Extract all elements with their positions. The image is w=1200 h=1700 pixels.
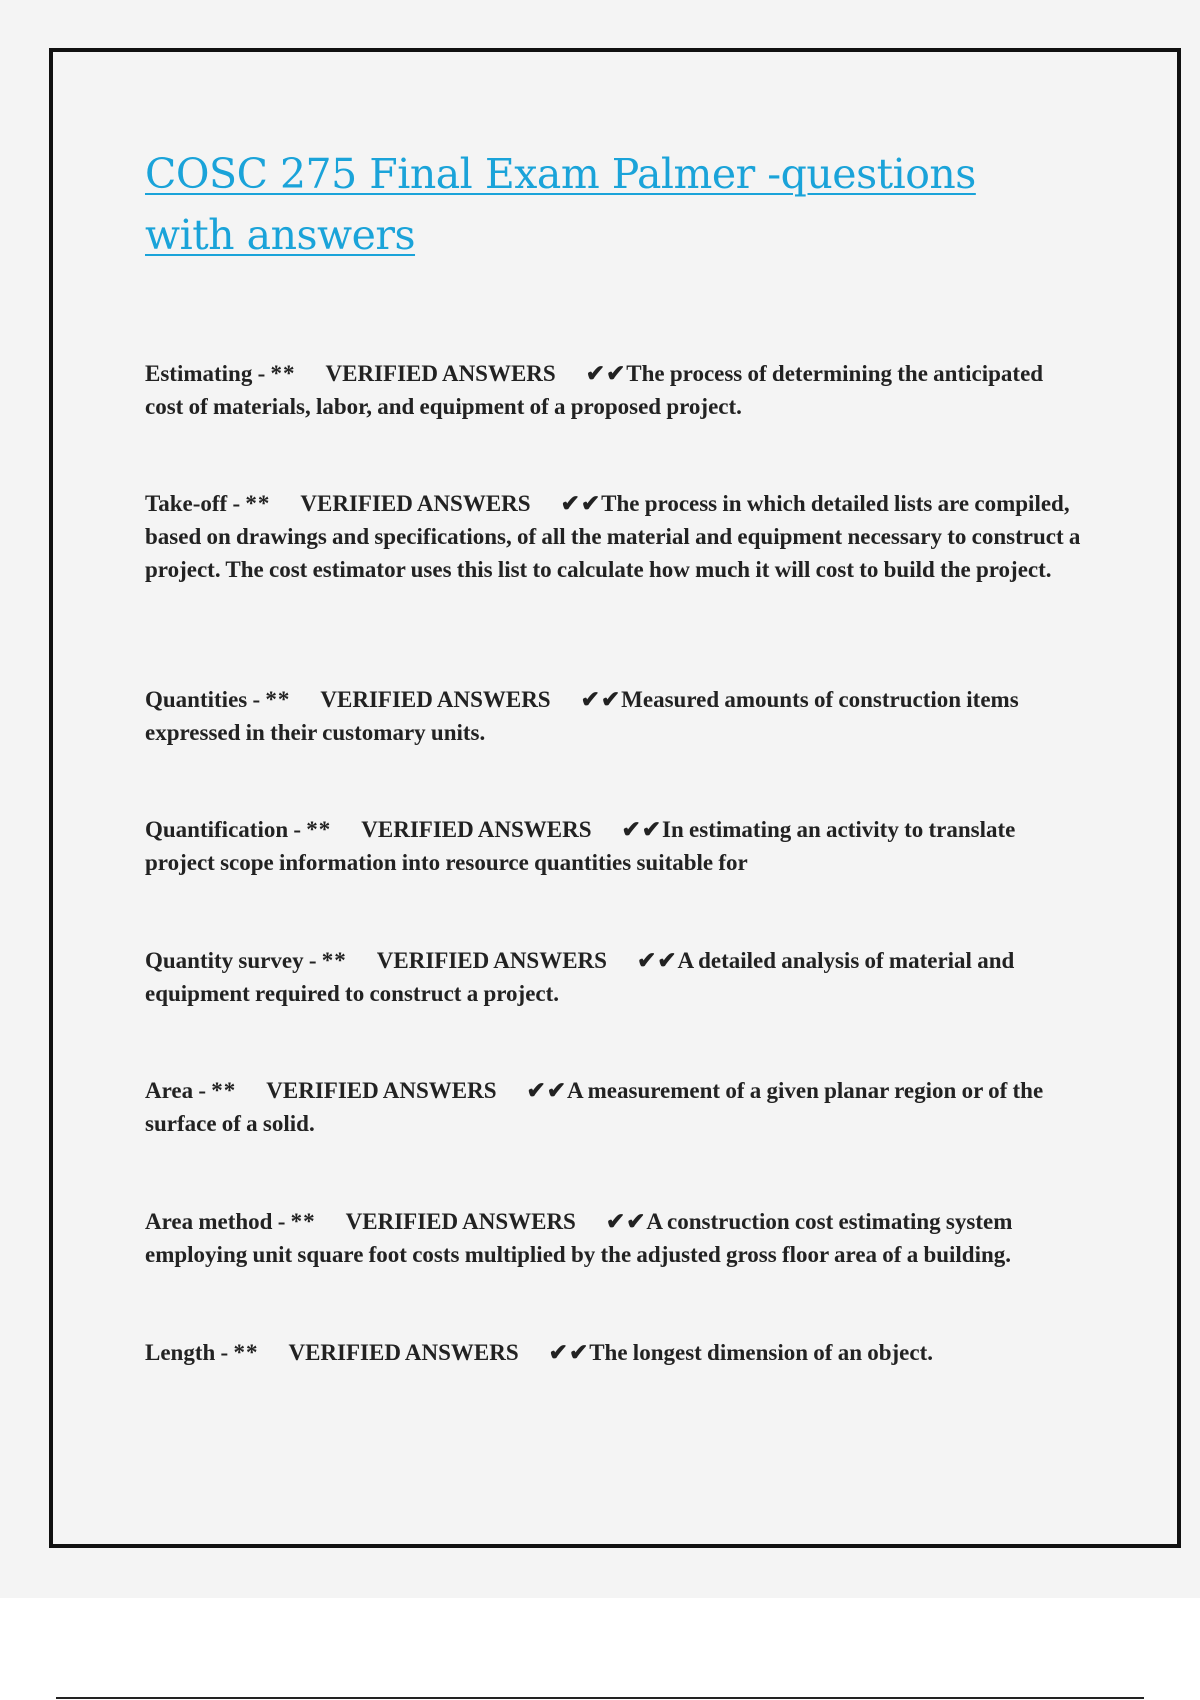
entry-term: Area: [145, 1078, 194, 1103]
document-title[interactable]: COSC 275 Final Exam Palmer -questions with answers: [145, 150, 976, 259]
entry-separator: -: [272, 1209, 291, 1234]
qa-entry-area: [145, 1074, 1085, 1140]
entry-separator: -: [247, 687, 266, 712]
entry-answer: A measurement of a given planar region or of the surface of a solid.: [145, 1078, 1044, 1136]
verified-label: VERIFIED ANSWERS: [376, 948, 607, 973]
entry-answer: In estimating an activity to translate project scope information into resource quantities suitable for: [145, 817, 1016, 875]
entry-separator: -: [252, 361, 271, 386]
entry-term: Quantities: [145, 687, 248, 712]
entry-separator: -: [227, 491, 246, 516]
verified-label: VERIFIED ANSWERS: [320, 687, 551, 712]
verified-label: VERIFIED ANSWERS: [345, 1209, 576, 1234]
entry-marker: **: [211, 1078, 237, 1103]
verified-label: VERIFIED ANSWERS: [361, 817, 592, 842]
entry-answer: The process of determining the anticipated cost of materials, labor, and equipment of a proposed project.: [145, 361, 1044, 419]
document-frame: [49, 48, 1181, 1548]
qa-entry-quantification: [145, 813, 1085, 879]
entry-term: Area method: [145, 1209, 273, 1234]
entry-marker: **: [290, 1209, 316, 1234]
check-icon: ✔✔: [560, 491, 602, 516]
entry-separator: -: [215, 1340, 234, 1365]
entry-term: Take-off: [145, 491, 228, 516]
entry-marker: **: [321, 948, 347, 973]
bottom-divider: [56, 1697, 1144, 1699]
qa-entry-area-method: [145, 1205, 1085, 1271]
check-icon: ✔✔: [580, 687, 622, 712]
entry-answer: The longest dimension of an object.: [589, 1340, 934, 1365]
entry-separator: -: [288, 817, 307, 842]
entry-separator: -: [303, 948, 322, 973]
verified-label: VERIFIED ANSWERS: [300, 491, 531, 516]
verified-label: VERIFIED ANSWERS: [325, 361, 556, 386]
check-icon: ✔✔: [621, 817, 663, 842]
entry-term: Estimating: [145, 361, 253, 386]
entry-separator: -: [193, 1078, 212, 1103]
check-icon: ✔✔: [548, 1340, 590, 1365]
entry-term: Length: [145, 1340, 216, 1365]
qa-entry-estimating: [145, 357, 1085, 423]
check-icon: ✔✔: [605, 1209, 647, 1234]
qa-entry-take-off: [145, 487, 1085, 586]
entry-marker: **: [245, 491, 271, 516]
qa-entry-quantities: [145, 683, 1085, 749]
entry-marker: **: [233, 1340, 259, 1365]
qa-entry-quantity-survey: [145, 944, 1085, 1010]
entry-marker: **: [270, 361, 296, 386]
check-icon: ✔✔: [526, 1078, 568, 1103]
entry-marker: **: [306, 817, 332, 842]
qa-entry-length: [145, 1336, 1085, 1369]
verified-label: VERIFIED ANSWERS: [266, 1078, 497, 1103]
entry-term: Quantification: [145, 817, 289, 842]
entry-answer: A detailed analysis of material and equipment required to construct a project.: [145, 948, 1015, 1006]
entry-marker: **: [265, 687, 291, 712]
entry-answer: Measured amounts of construction items expressed in their customary units.: [145, 687, 1019, 745]
check-icon: ✔✔: [585, 361, 627, 386]
entry-answer: The process in which detailed lists are compiled, based on drawings and specifications, of all the material and equipment necessary to construct a project. The cost estimator uses this list to calculate how much it will cost to build the project.: [145, 491, 1081, 582]
verified-label: VERIFIED ANSWERS: [288, 1340, 519, 1365]
entry-term: Quantity survey: [145, 948, 304, 973]
check-icon: ✔✔: [636, 948, 678, 973]
entry-answer: A construction cost estimating system employing unit square foot costs multiplied by the adjusted gross floor area of a building.: [145, 1209, 1013, 1267]
